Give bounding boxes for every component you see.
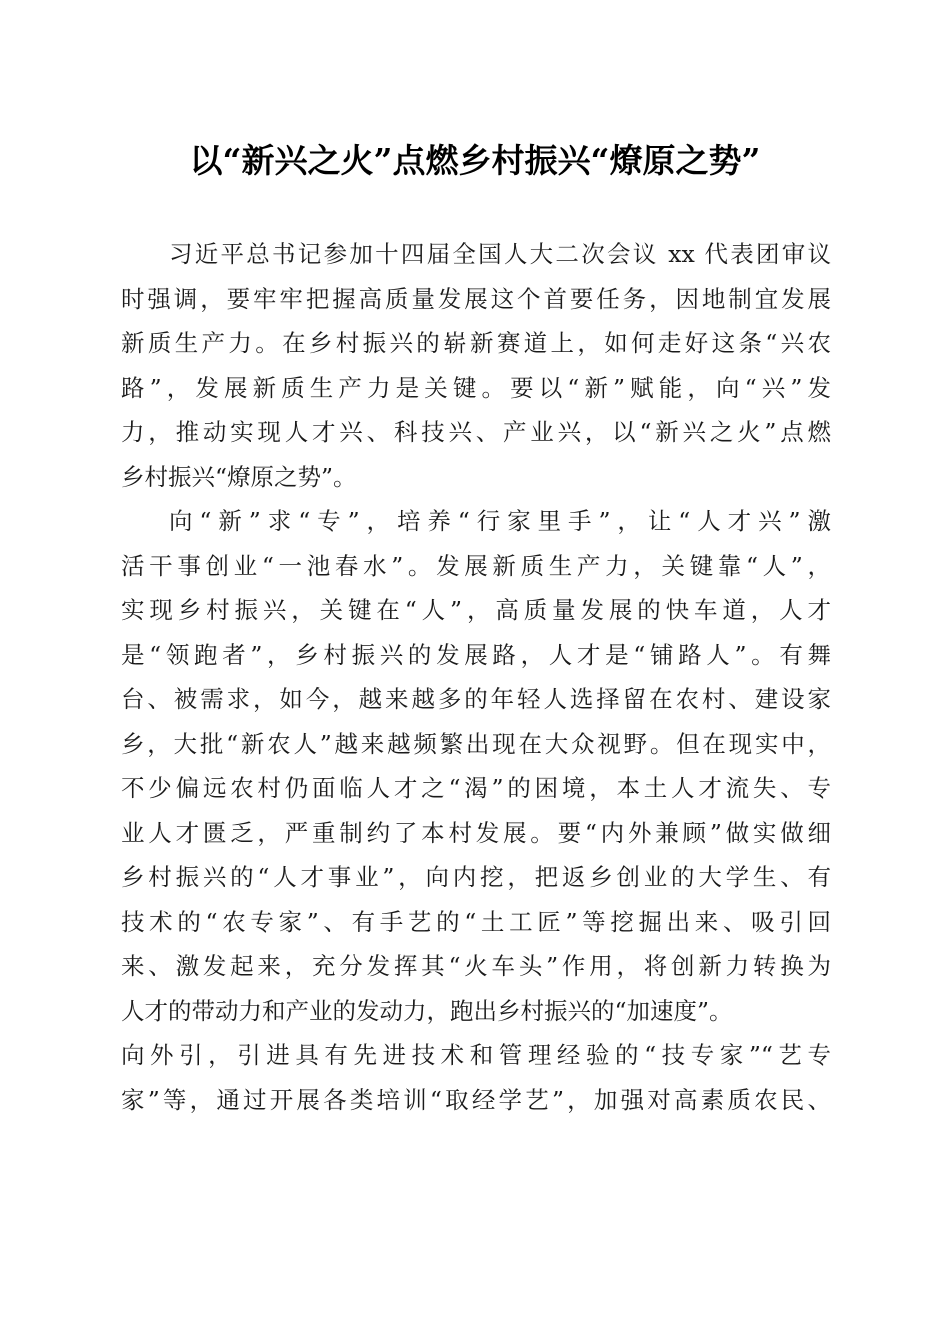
paragraph-line: 新质生产力。在乡村振兴的崭新赛道上，如何走好这条“兴农 [121, 329, 831, 357]
paragraph-line: 向“新”求“专”，培养“行家里手”，让“人才兴”激 [169, 507, 831, 535]
paragraph-line: 台、被需求，如今，越来越多的年轻人选择留在农村、建设家 [121, 685, 831, 713]
paragraph-line: 力，推动实现人才兴、科技兴、产业兴，以“新兴之火”点燃 [121, 418, 831, 446]
document-body [121, 232, 831, 1122]
paragraph-line: 来、激发起来，充分发挥其“火车头”作用，将创新力转换为 [121, 952, 831, 980]
paragraph-line: 实现乡村振兴，关键在“人”，高质量发展的快车道，人才 [121, 596, 831, 624]
paragraph-line: 路”，发展新质生产力是关键。要以“新”赋能，向“兴”发 [121, 373, 831, 402]
paragraph-line: 时强调，要牢牢把握高质量发展这个首要任务，因地制宜发展 [121, 284, 831, 313]
paragraph-line: 人才的带动力和产业的发动力，跑出乡村振兴的“加速度”。 [121, 996, 733, 1025]
paragraph-2 [121, 499, 831, 1122]
document-title: 以“新兴之火”点燃乡村振兴“燎原之势” [189, 141, 761, 180]
paragraph-line: 习近平总书记参加十四届全国人大二次会议 xx 代表团审议 [169, 240, 831, 268]
paragraph-line: 向外引，引进具有先进技术和管理经验的“技专家”“艺专 [121, 1041, 831, 1069]
paragraph-line: 家”等，通过开展各类培训“取经学艺”，加强对高素质农民、 [121, 1085, 831, 1114]
paragraph-line: 是“领跑者”，乡村振兴的发展路，人才是“铺路人”。有舞 [121, 640, 831, 669]
paragraph-line: 不少偏远农村仍面临人才之“渴”的困境，本土人才流失、专 [121, 774, 831, 802]
paragraph-line: 技术的“农专家”、有手艺的“土工匠”等挖掘出来、吸引回 [121, 907, 831, 936]
paragraph-1 [121, 232, 831, 499]
paragraph-line: 活干事创业“一池春水”。发展新质生产力，关键靠“人”， [121, 551, 831, 580]
paragraph-line: 乡村振兴“燎原之势”。 [121, 462, 357, 491]
paragraph-line: 乡村振兴的“人才事业”，向内挖，把返乡创业的大学生、有 [121, 863, 831, 891]
paragraph-line: 业人才匮乏，严重制约了本村发展。要“内外兼顾”做实做细 [121, 818, 831, 847]
paragraph-line: 乡，大批“新农人”越来越频繁出现在大众视野。但在现实中， [121, 729, 831, 758]
